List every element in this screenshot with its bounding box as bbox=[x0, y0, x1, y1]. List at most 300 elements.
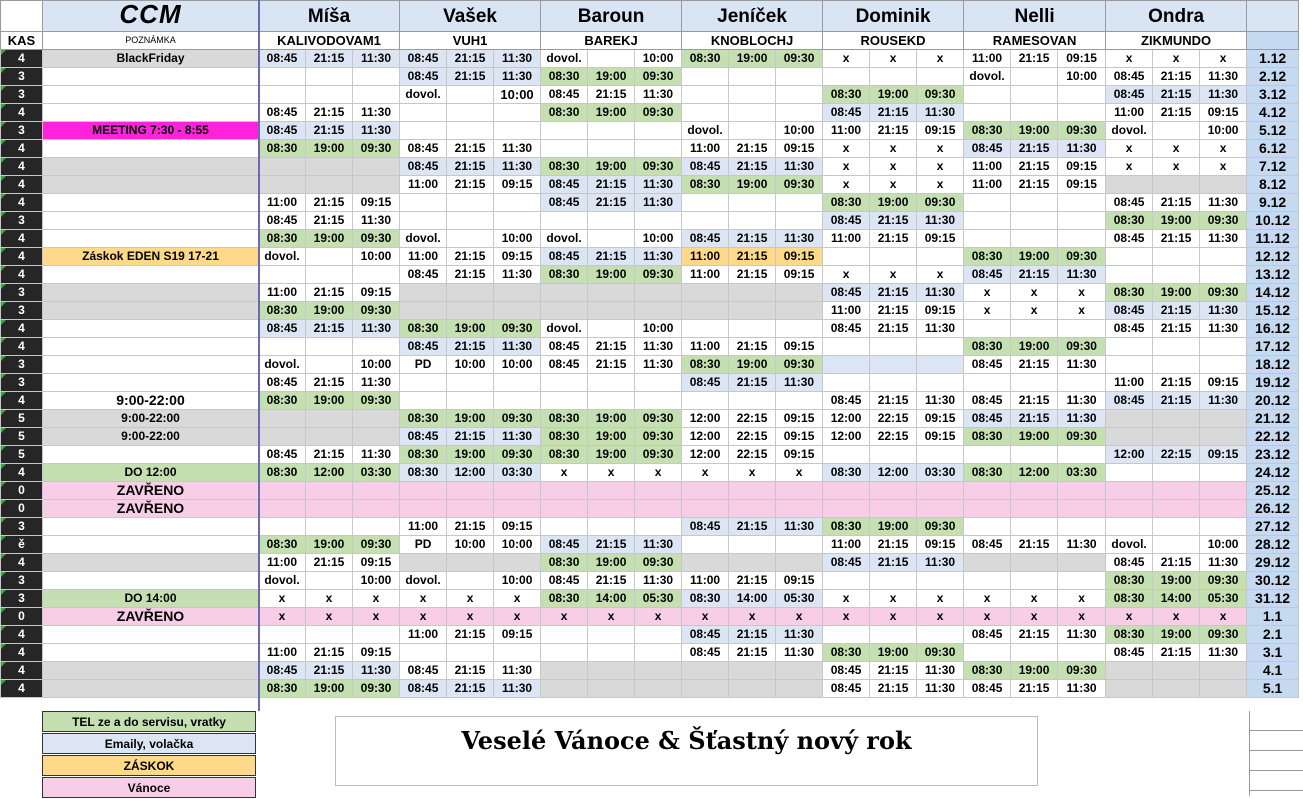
date-cell[interactable]: 17.12 bbox=[1247, 338, 1299, 356]
kas-cell[interactable]: 4 bbox=[1, 230, 43, 248]
shift-cell[interactable]: 19:00 bbox=[1153, 572, 1200, 590]
shift-cell[interactable] bbox=[1058, 230, 1106, 248]
shift-cell[interactable]: 11:30 bbox=[353, 662, 400, 680]
shift-cell[interactable] bbox=[494, 482, 541, 500]
shift-cell[interactable]: 09:15 bbox=[494, 248, 541, 266]
shift-cell[interactable]: 19:00 bbox=[306, 230, 353, 248]
shift-cell[interactable] bbox=[1106, 662, 1153, 680]
shift-cell[interactable]: 09:30 bbox=[1200, 284, 1247, 302]
shift-cell[interactable]: 08:45 bbox=[823, 104, 870, 122]
shift-cell[interactable]: 09:30 bbox=[1200, 572, 1247, 590]
shift-cell[interactable] bbox=[1011, 554, 1058, 572]
shift-cell[interactable] bbox=[870, 374, 917, 392]
note-cell[interactable]: 9:00-22:00 bbox=[43, 410, 259, 428]
shift-cell[interactable]: 08:30 bbox=[823, 518, 870, 536]
shift-cell[interactable]: 09:15 bbox=[917, 122, 964, 140]
shift-cell[interactable] bbox=[259, 410, 306, 428]
shift-cell[interactable]: 14:00 bbox=[588, 590, 635, 608]
note-cell[interactable] bbox=[43, 680, 259, 698]
shift-cell[interactable]: 19:00 bbox=[729, 356, 776, 374]
shift-cell[interactable]: 08:45 bbox=[1106, 230, 1153, 248]
shift-cell[interactable] bbox=[588, 50, 635, 68]
shift-cell[interactable] bbox=[353, 68, 400, 86]
shift-cell[interactable]: 11:30 bbox=[1200, 392, 1247, 410]
shift-cell[interactable]: 08:30 bbox=[541, 68, 588, 86]
shift-cell[interactable] bbox=[400, 392, 447, 410]
shift-cell[interactable]: 08:45 bbox=[964, 392, 1011, 410]
shift-cell[interactable]: 08:45 bbox=[259, 446, 306, 464]
shift-cell[interactable] bbox=[306, 410, 353, 428]
shift-cell[interactable] bbox=[1153, 680, 1200, 698]
shift-cell[interactable] bbox=[964, 194, 1011, 212]
kas-cell[interactable]: 4 bbox=[1, 662, 43, 680]
shift-cell[interactable]: 19:00 bbox=[306, 140, 353, 158]
shift-cell[interactable]: 11:30 bbox=[635, 176, 682, 194]
shift-cell[interactable]: 10:00 bbox=[494, 572, 541, 590]
shift-cell[interactable] bbox=[541, 392, 588, 410]
shift-cell[interactable]: 09:30 bbox=[353, 302, 400, 320]
shift-cell[interactable]: 11:30 bbox=[1200, 320, 1247, 338]
shift-cell[interactable]: dovol. bbox=[1106, 122, 1153, 140]
shift-cell[interactable]: 11:00 bbox=[964, 158, 1011, 176]
shift-cell[interactable] bbox=[635, 680, 682, 698]
note-cell[interactable] bbox=[43, 374, 259, 392]
shift-cell[interactable] bbox=[635, 392, 682, 410]
shift-cell[interactable]: 22:15 bbox=[729, 428, 776, 446]
shift-cell[interactable]: 08:45 bbox=[400, 266, 447, 284]
shift-cell[interactable]: 21:15 bbox=[306, 662, 353, 680]
shift-cell[interactable]: x bbox=[1200, 50, 1247, 68]
shift-cell[interactable] bbox=[1153, 176, 1200, 194]
shift-cell[interactable] bbox=[306, 518, 353, 536]
shift-cell[interactable]: 10:00 bbox=[353, 356, 400, 374]
shift-cell[interactable]: x bbox=[541, 608, 588, 626]
kas-cell[interactable]: 3 bbox=[1, 212, 43, 230]
shift-cell[interactable]: 10:00 bbox=[494, 356, 541, 374]
shift-cell[interactable]: 14:00 bbox=[1153, 590, 1200, 608]
shift-cell[interactable]: 21:15 bbox=[306, 554, 353, 572]
shift-cell[interactable]: 19:00 bbox=[447, 320, 494, 338]
shift-cell[interactable] bbox=[259, 626, 306, 644]
shift-cell[interactable] bbox=[776, 68, 823, 86]
shift-cell[interactable] bbox=[823, 500, 870, 518]
note-cell[interactable] bbox=[43, 554, 259, 572]
shift-cell[interactable]: 08:45 bbox=[541, 176, 588, 194]
shift-cell[interactable]: 19:00 bbox=[870, 86, 917, 104]
shift-cell[interactable] bbox=[776, 194, 823, 212]
shift-cell[interactable] bbox=[306, 482, 353, 500]
shift-cell[interactable]: 21:15 bbox=[447, 248, 494, 266]
shift-cell[interactable]: 21:15 bbox=[1011, 680, 1058, 698]
shift-cell[interactable] bbox=[823, 68, 870, 86]
note-cell[interactable] bbox=[43, 176, 259, 194]
shift-cell[interactable]: 21:15 bbox=[729, 572, 776, 590]
shift-cell[interactable] bbox=[1106, 410, 1153, 428]
shift-cell[interactable]: 11:30 bbox=[1058, 410, 1106, 428]
shift-cell[interactable]: 21:15 bbox=[1153, 230, 1200, 248]
kas-cell[interactable]: 4 bbox=[1, 626, 43, 644]
shift-cell[interactable] bbox=[1106, 176, 1153, 194]
shift-cell[interactable]: 11:30 bbox=[917, 680, 964, 698]
shift-cell[interactable] bbox=[400, 482, 447, 500]
shift-cell[interactable] bbox=[682, 86, 729, 104]
shift-cell[interactable]: 11:00 bbox=[823, 122, 870, 140]
note-cell[interactable] bbox=[43, 230, 259, 248]
shift-cell[interactable]: 21:15 bbox=[306, 320, 353, 338]
shift-cell[interactable]: 12:00 bbox=[306, 464, 353, 482]
shift-cell[interactable] bbox=[870, 338, 917, 356]
shift-cell[interactable] bbox=[682, 482, 729, 500]
shift-cell[interactable]: x bbox=[494, 608, 541, 626]
kas-cell[interactable]: 4 bbox=[1, 338, 43, 356]
kas-cell[interactable]: ě bbox=[1, 536, 43, 554]
shift-cell[interactable] bbox=[1106, 338, 1153, 356]
shift-cell[interactable]: x bbox=[494, 590, 541, 608]
shift-cell[interactable]: 09:30 bbox=[353, 392, 400, 410]
shift-cell[interactable]: 11:30 bbox=[635, 536, 682, 554]
note-cell[interactable]: MEETING 7:30 - 8:55 bbox=[43, 122, 259, 140]
shift-cell[interactable]: 10:00 bbox=[353, 248, 400, 266]
shift-cell[interactable] bbox=[729, 284, 776, 302]
kas-cell[interactable]: 3 bbox=[1, 572, 43, 590]
shift-cell[interactable]: dovol. bbox=[259, 248, 306, 266]
kas-cell[interactable]: 4 bbox=[1, 104, 43, 122]
shift-cell[interactable] bbox=[729, 662, 776, 680]
shift-cell[interactable]: 09:30 bbox=[776, 356, 823, 374]
person-code-2[interactable]: BAREKJ bbox=[541, 32, 682, 50]
shift-cell[interactable]: 11:30 bbox=[494, 662, 541, 680]
shift-cell[interactable]: 11:30 bbox=[1200, 554, 1247, 572]
shift-cell[interactable]: 08:30 bbox=[964, 338, 1011, 356]
note-cell[interactable] bbox=[43, 302, 259, 320]
kas-cell[interactable]: 4 bbox=[1, 194, 43, 212]
shift-cell[interactable] bbox=[682, 554, 729, 572]
shift-cell[interactable] bbox=[917, 338, 964, 356]
shift-cell[interactable]: 19:00 bbox=[588, 158, 635, 176]
shift-cell[interactable]: 11:30 bbox=[635, 86, 682, 104]
shift-cell[interactable] bbox=[729, 302, 776, 320]
shift-cell[interactable]: x bbox=[306, 608, 353, 626]
shift-cell[interactable] bbox=[1153, 482, 1200, 500]
shift-cell[interactable] bbox=[776, 536, 823, 554]
shift-cell[interactable] bbox=[1153, 356, 1200, 374]
shift-cell[interactable] bbox=[964, 500, 1011, 518]
shift-cell[interactable]: x bbox=[776, 464, 823, 482]
note-cell[interactable]: ZAVŘENO bbox=[43, 500, 259, 518]
shift-cell[interactable]: 08:45 bbox=[682, 230, 729, 248]
greeting-box[interactable] bbox=[335, 716, 1038, 786]
shift-cell[interactable] bbox=[682, 104, 729, 122]
shift-cell[interactable]: 21:15 bbox=[870, 212, 917, 230]
shift-cell[interactable]: 11:00 bbox=[259, 194, 306, 212]
shift-cell[interactable]: 08:45 bbox=[259, 50, 306, 68]
shift-cell[interactable]: x bbox=[1153, 158, 1200, 176]
shift-cell[interactable]: 11:30 bbox=[1058, 536, 1106, 554]
shift-cell[interactable] bbox=[1200, 338, 1247, 356]
shift-cell[interactable]: 11:30 bbox=[1200, 86, 1247, 104]
shift-cell[interactable] bbox=[870, 446, 917, 464]
shift-cell[interactable] bbox=[729, 320, 776, 338]
shift-cell[interactable]: 21:15 bbox=[729, 230, 776, 248]
shift-cell[interactable]: 11:00 bbox=[682, 338, 729, 356]
shift-cell[interactable]: x bbox=[635, 608, 682, 626]
date-cell[interactable]: 5.12 bbox=[1247, 122, 1299, 140]
shift-cell[interactable]: x bbox=[823, 176, 870, 194]
shift-cell[interactable]: 08:30 bbox=[823, 464, 870, 482]
shift-cell[interactable] bbox=[400, 212, 447, 230]
shift-cell[interactable]: 09:30 bbox=[1058, 662, 1106, 680]
shift-cell[interactable]: 08:45 bbox=[400, 158, 447, 176]
kas-cell[interactable]: 0 bbox=[1, 482, 43, 500]
shift-cell[interactable]: 21:15 bbox=[729, 374, 776, 392]
shift-cell[interactable]: x bbox=[353, 608, 400, 626]
shift-cell[interactable] bbox=[1011, 104, 1058, 122]
shift-cell[interactable] bbox=[1058, 518, 1106, 536]
shift-cell[interactable] bbox=[494, 104, 541, 122]
shift-cell[interactable] bbox=[1106, 356, 1153, 374]
shift-cell[interactable] bbox=[447, 572, 494, 590]
note-cell[interactable] bbox=[43, 662, 259, 680]
date-cell[interactable]: 23.12 bbox=[1247, 446, 1299, 464]
shift-cell[interactable] bbox=[494, 500, 541, 518]
shift-cell[interactable]: 08:45 bbox=[400, 662, 447, 680]
shift-cell[interactable] bbox=[259, 158, 306, 176]
shift-cell[interactable]: 19:00 bbox=[306, 680, 353, 698]
shift-cell[interactable]: 21:15 bbox=[870, 104, 917, 122]
shift-cell[interactable] bbox=[400, 194, 447, 212]
note-cell[interactable]: DO 12:00 bbox=[43, 464, 259, 482]
shift-cell[interactable]: 21:15 bbox=[729, 158, 776, 176]
person-code-5[interactable]: RAMESOVAN bbox=[964, 32, 1106, 50]
note-header[interactable]: POZNÁMKA bbox=[43, 32, 259, 50]
kas-cell[interactable]: 4 bbox=[1, 50, 43, 68]
shift-cell[interactable]: 09:15 bbox=[1200, 446, 1247, 464]
shift-cell[interactable]: 21:15 bbox=[1011, 140, 1058, 158]
shift-cell[interactable] bbox=[729, 86, 776, 104]
shift-cell[interactable]: 21:15 bbox=[588, 194, 635, 212]
shift-cell[interactable]: 08:45 bbox=[1106, 86, 1153, 104]
shift-cell[interactable]: 05:30 bbox=[1200, 590, 1247, 608]
shift-cell[interactable] bbox=[729, 392, 776, 410]
shift-cell[interactable]: 21:15 bbox=[1153, 554, 1200, 572]
shift-cell[interactable]: 09:15 bbox=[353, 194, 400, 212]
shift-cell[interactable]: 08:30 bbox=[259, 680, 306, 698]
shift-cell[interactable]: x bbox=[1011, 608, 1058, 626]
shift-cell[interactable]: 21:15 bbox=[870, 536, 917, 554]
shift-cell[interactable] bbox=[964, 104, 1011, 122]
shift-cell[interactable]: 12:00 bbox=[823, 428, 870, 446]
shift-cell[interactable]: 09:30 bbox=[1058, 428, 1106, 446]
shift-cell[interactable] bbox=[1011, 446, 1058, 464]
shift-cell[interactable] bbox=[306, 158, 353, 176]
shift-cell[interactable]: 08:45 bbox=[541, 536, 588, 554]
shift-cell[interactable]: 08:30 bbox=[400, 320, 447, 338]
shift-cell[interactable]: x bbox=[917, 608, 964, 626]
date-cell[interactable]: 31.12 bbox=[1247, 590, 1299, 608]
shift-cell[interactable]: 19:00 bbox=[1011, 248, 1058, 266]
shift-cell[interactable] bbox=[353, 158, 400, 176]
shift-cell[interactable] bbox=[400, 284, 447, 302]
shift-cell[interactable] bbox=[1011, 518, 1058, 536]
shift-cell[interactable]: x bbox=[400, 590, 447, 608]
shift-cell[interactable] bbox=[682, 212, 729, 230]
shift-cell[interactable]: x bbox=[682, 464, 729, 482]
shift-cell[interactable] bbox=[588, 626, 635, 644]
shift-cell[interactable]: 21:15 bbox=[1153, 302, 1200, 320]
shift-cell[interactable] bbox=[541, 212, 588, 230]
shift-cell[interactable]: x bbox=[823, 608, 870, 626]
shift-cell[interactable] bbox=[729, 536, 776, 554]
date-cell[interactable]: 29.12 bbox=[1247, 554, 1299, 572]
shift-cell[interactable]: dovol. bbox=[400, 230, 447, 248]
shift-cell[interactable]: 11:30 bbox=[635, 248, 682, 266]
shift-cell[interactable]: 21:15 bbox=[306, 50, 353, 68]
shift-cell[interactable]: 08:45 bbox=[682, 626, 729, 644]
shift-cell[interactable]: 11:30 bbox=[494, 158, 541, 176]
shift-cell[interactable]: 11:30 bbox=[1058, 680, 1106, 698]
kas-cell[interactable]: 3 bbox=[1, 68, 43, 86]
shift-cell[interactable] bbox=[964, 320, 1011, 338]
shift-cell[interactable]: x bbox=[259, 608, 306, 626]
shift-cell[interactable]: 21:15 bbox=[306, 446, 353, 464]
shift-cell[interactable]: 11:30 bbox=[1058, 356, 1106, 374]
shift-cell[interactable]: 11:30 bbox=[776, 518, 823, 536]
shift-cell[interactable]: 09:30 bbox=[917, 86, 964, 104]
shift-cell[interactable]: 08:30 bbox=[964, 662, 1011, 680]
shift-cell[interactable]: 11:30 bbox=[776, 374, 823, 392]
shift-cell[interactable]: 10:00 bbox=[635, 50, 682, 68]
shift-cell[interactable]: 11:30 bbox=[917, 212, 964, 230]
kas-cell[interactable]: 4 bbox=[1, 680, 43, 698]
shift-cell[interactable]: 08:30 bbox=[1106, 572, 1153, 590]
note-cell[interactable] bbox=[43, 446, 259, 464]
shift-cell[interactable]: 21:15 bbox=[588, 338, 635, 356]
shift-cell[interactable]: 21:15 bbox=[729, 518, 776, 536]
note-cell[interactable] bbox=[43, 284, 259, 302]
shift-cell[interactable]: 21:15 bbox=[870, 284, 917, 302]
shift-cell[interactable]: 19:00 bbox=[588, 104, 635, 122]
date-cell[interactable]: 4.12 bbox=[1247, 104, 1299, 122]
shift-cell[interactable] bbox=[588, 284, 635, 302]
shift-cell[interactable]: 21:15 bbox=[870, 230, 917, 248]
kas-cell[interactable]: 3 bbox=[1, 374, 43, 392]
shift-cell[interactable]: x bbox=[1200, 140, 1247, 158]
shift-cell[interactable] bbox=[682, 500, 729, 518]
shift-cell[interactable] bbox=[1153, 662, 1200, 680]
shift-cell[interactable]: 21:15 bbox=[447, 662, 494, 680]
shift-cell[interactable]: 21:15 bbox=[729, 626, 776, 644]
shift-cell[interactable]: 08:30 bbox=[823, 644, 870, 662]
shift-cell[interactable] bbox=[776, 302, 823, 320]
note-cell[interactable] bbox=[43, 572, 259, 590]
shift-cell[interactable]: 11:00 bbox=[823, 302, 870, 320]
shift-cell[interactable]: 09:30 bbox=[776, 176, 823, 194]
shift-cell[interactable]: 09:15 bbox=[776, 572, 823, 590]
shift-cell[interactable]: 08:30 bbox=[541, 446, 588, 464]
shift-cell[interactable] bbox=[729, 122, 776, 140]
shift-cell[interactable]: x bbox=[635, 464, 682, 482]
shift-cell[interactable] bbox=[1106, 518, 1153, 536]
shift-cell[interactable]: x bbox=[588, 464, 635, 482]
shift-cell[interactable] bbox=[635, 662, 682, 680]
person-name-2[interactable]: Baroun bbox=[541, 1, 682, 32]
shift-cell[interactable]: x bbox=[917, 266, 964, 284]
shift-cell[interactable]: 11:30 bbox=[494, 338, 541, 356]
shift-cell[interactable]: 08:45 bbox=[400, 50, 447, 68]
shift-cell[interactable]: 08:30 bbox=[541, 590, 588, 608]
shift-cell[interactable] bbox=[917, 482, 964, 500]
shift-cell[interactable]: 09:15 bbox=[776, 266, 823, 284]
date-cell[interactable]: 21.12 bbox=[1247, 410, 1299, 428]
shift-cell[interactable] bbox=[682, 302, 729, 320]
shift-cell[interactable] bbox=[682, 68, 729, 86]
shift-cell[interactable]: x bbox=[964, 590, 1011, 608]
shift-cell[interactable] bbox=[1153, 518, 1200, 536]
shift-cell[interactable] bbox=[1058, 86, 1106, 104]
shift-cell[interactable]: 21:15 bbox=[306, 194, 353, 212]
shift-cell[interactable]: 21:15 bbox=[1011, 176, 1058, 194]
shift-cell[interactable]: 11:30 bbox=[494, 680, 541, 698]
shift-cell[interactable]: 08:45 bbox=[682, 374, 729, 392]
note-cell[interactable]: ZAVŘENO bbox=[43, 608, 259, 626]
shift-cell[interactable]: 08:45 bbox=[1106, 554, 1153, 572]
shift-cell[interactable]: 11:30 bbox=[1058, 140, 1106, 158]
shift-cell[interactable] bbox=[447, 194, 494, 212]
note-cell[interactable] bbox=[43, 104, 259, 122]
shift-cell[interactable] bbox=[306, 86, 353, 104]
shift-cell[interactable]: 21:15 bbox=[306, 212, 353, 230]
shift-cell[interactable]: 21:15 bbox=[447, 50, 494, 68]
date-cell[interactable]: 20.12 bbox=[1247, 392, 1299, 410]
shift-cell[interactable]: 08:45 bbox=[259, 374, 306, 392]
shift-cell[interactable]: 11:00 bbox=[682, 266, 729, 284]
kas-cell[interactable]: 4 bbox=[1, 644, 43, 662]
shift-cell[interactable]: 08:45 bbox=[259, 104, 306, 122]
shift-cell[interactable]: 21:15 bbox=[1011, 356, 1058, 374]
shift-cell[interactable] bbox=[447, 104, 494, 122]
shift-cell[interactable]: x bbox=[1011, 284, 1058, 302]
kas-cell[interactable]: 0 bbox=[1, 500, 43, 518]
shift-cell[interactable] bbox=[964, 230, 1011, 248]
shift-cell[interactable]: dovol. bbox=[1106, 536, 1153, 554]
shift-cell[interactable]: 09:15 bbox=[353, 284, 400, 302]
shift-cell[interactable] bbox=[1011, 482, 1058, 500]
shift-cell[interactable]: 09:15 bbox=[1058, 50, 1106, 68]
kas-cell[interactable]: 3 bbox=[1, 122, 43, 140]
shift-cell[interactable]: 08:30 bbox=[541, 104, 588, 122]
shift-cell[interactable]: 08:30 bbox=[682, 356, 729, 374]
shift-cell[interactable]: x bbox=[1058, 590, 1106, 608]
shift-cell[interactable] bbox=[870, 626, 917, 644]
shift-cell[interactable]: 12:00 bbox=[1011, 464, 1058, 482]
shift-cell[interactable] bbox=[306, 266, 353, 284]
shift-cell[interactable]: x bbox=[447, 608, 494, 626]
shift-cell[interactable] bbox=[541, 626, 588, 644]
shift-cell[interactable]: 11:30 bbox=[776, 644, 823, 662]
shift-cell[interactable]: 08:45 bbox=[823, 554, 870, 572]
shift-cell[interactable] bbox=[541, 482, 588, 500]
person-name-6[interactable]: Ondra bbox=[1106, 1, 1247, 32]
person-code-3[interactable]: KNOBLOCHJ bbox=[682, 32, 823, 50]
shift-cell[interactable]: 08:30 bbox=[823, 86, 870, 104]
shift-cell[interactable]: 08:45 bbox=[682, 158, 729, 176]
shift-cell[interactable]: 09:15 bbox=[776, 140, 823, 158]
shift-cell[interactable]: 21:15 bbox=[1153, 86, 1200, 104]
shift-cell[interactable] bbox=[1200, 518, 1247, 536]
date-cell[interactable]: 19.12 bbox=[1247, 374, 1299, 392]
shift-cell[interactable] bbox=[494, 122, 541, 140]
person-code-4[interactable]: ROUSEKD bbox=[823, 32, 964, 50]
